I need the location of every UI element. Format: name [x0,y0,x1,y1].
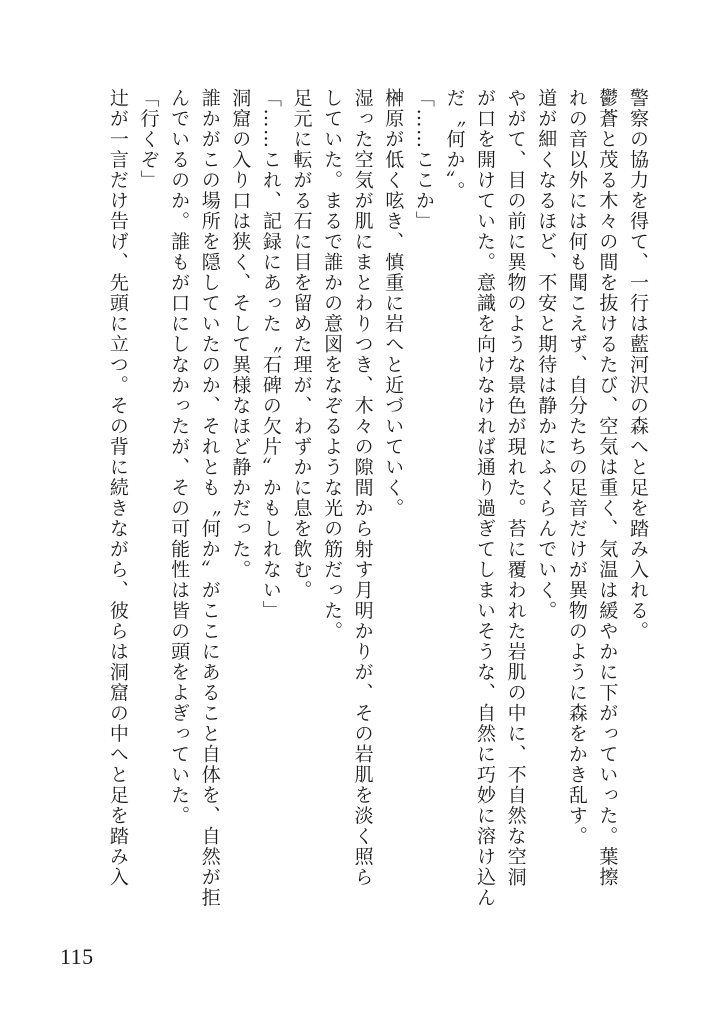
text-line: 「……ここか」 [412,88,435,232]
text-line: んでいるのか。誰もが口にしなかったが、その可能性は皆の頭をよぎっていた。 [168,88,191,826]
page-number: 115 [60,944,94,969]
text-line: 鬱蒼と茂る木々の間を抜けるたび、空気は重く、気温は緩やかに下がっていった。葉擦 [596,88,619,888]
vertical-text-body [102,88,653,908]
text-line: していた。まるで誰かの意図をなぞるような光の筋だった。 [321,88,344,642]
text-line: 湿った空気が肌にまとわりつき、木々の隙間から射す月明かりが、その岩肌を淡く照ら [351,88,374,888]
text-line: が口を開けていた。意識を向けなければ通り過ぎてしまいそうな、自然に巧妙に溶け込ん [474,88,497,908]
text-line: れの音以外には何も聞こえず、自分たちの足音だけが異物のように森をかき乱す。 [565,88,588,847]
text-line: 洞窟の入り口は狭く、そして異様なほど静かだった。 [229,88,252,580]
text-line: 辻が一言だけ告げ、先頭に立つ。その背に続きながら、彼らは洞窟の中へと足を踏み入 [106,88,129,888]
text-line: 道が細くなるほど、不安と期待は静かにふくらんでいく。 [535,88,558,621]
text-line: 「行くぞ」 [137,88,160,191]
text-line: 誰かがこの場所を隠していたのか、それとも〝何か〟がここにあること自体を、自然が拒 [198,88,221,908]
text-line: だ〝何か〟。 [443,88,466,202]
text-line: 榊原が低く呟き、慎重に岩へと近づいていく。 [382,88,405,519]
text-line: 足元に転がる石に目を留めた理が、わずかに息を飲む。 [290,88,313,601]
text-line: 警察の協力を得て、一行は藍河沢の森へと足を踏み入れる。 [627,88,649,642]
text-line: 「……これ、記録にあった〝石碑の欠片〟かもしれない」 [259,88,282,621]
text-line: やがて、目の前に異物のような景色が現れた。苔に覆われた岩肌の中に、不自然な空洞 [504,88,527,888]
